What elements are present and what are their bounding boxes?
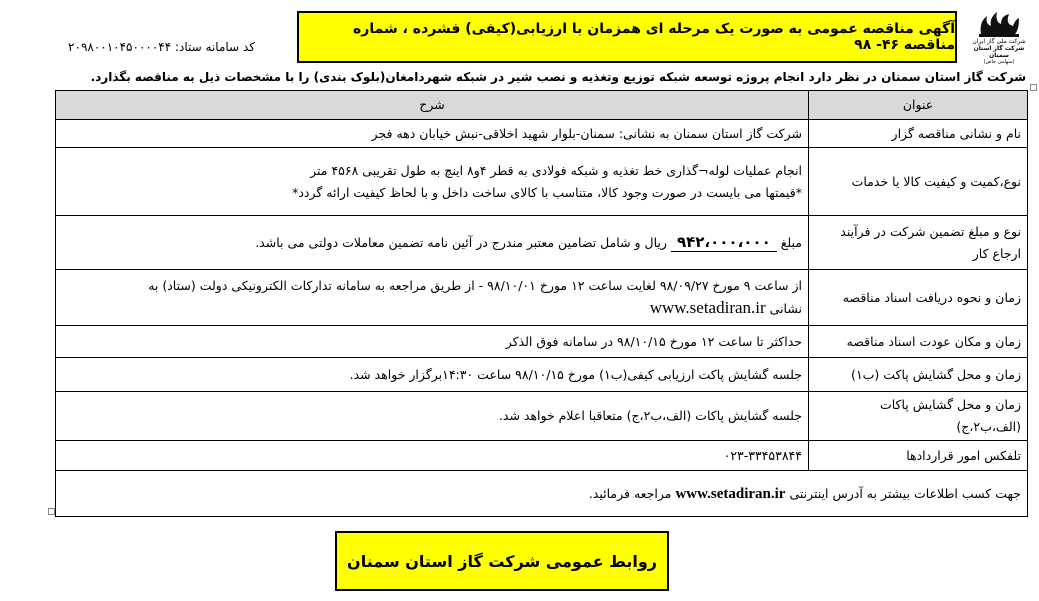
row-title: زمان و محل گشایش پاکات (الف،ب۲،ج) — [809, 392, 1028, 441]
setad-code: ۲۰۹۸۰۰۱۰۴۵۰۰۰۰۴۴ — [68, 40, 172, 54]
table-row — [56, 216, 1028, 270]
row-title: زمان و مکان عودت اسناد مناقصه — [809, 326, 1028, 358]
amount-prefix: مبلغ — [780, 235, 802, 250]
row-desc-line — [62, 297, 802, 320]
row-title: تلفکس امور قراردادها — [809, 441, 1028, 471]
gas-flame-logo-icon — [975, 8, 1023, 38]
guarantee-amount: ۹۴۲،۰۰۰،۰۰۰ — [671, 233, 777, 252]
table-row — [56, 358, 1028, 392]
row-desc: جلسه گشایش پاکات (الف،ب۲،ج) متعاقبا اعلام خواهد شد. — [56, 392, 809, 441]
footer-suffix: مراجعه فرمائید. — [588, 485, 672, 501]
public-relations-label: روابط عمومی شرکت گاز استان سمنان — [347, 551, 657, 571]
row-title: زمان و نحوه دریافت اسناد مناقصه — [809, 270, 1028, 326]
setad-label: کد سامانه ستاد: — [175, 40, 255, 54]
setadiran-link[interactable]: www.setadiran.ir — [649, 298, 766, 317]
table-row — [56, 326, 1028, 358]
row-desc: جلسه گشایش پاکت ارزیابی کیفی(ب۱) مورخ ۹۸/۱۰/۱۵ ساعت ۱۴:۳۰برگزار خواهد شد. — [56, 358, 809, 392]
row-title: نوع و مبلغ تضمین شرکت در فرآیند ارجاع کار — [809, 216, 1028, 270]
row-title: نام و نشانی مناقصه گزار — [809, 120, 1028, 148]
table-footer-row — [56, 471, 1028, 517]
row-desc-line: انجام عملیات لوله¬گذاری خط تغذیه و شبکه فولادی به قطر ۴و۸ اینچ به طول تقریبی ۴۵۶۸ متر — [310, 162, 802, 178]
row-desc: شرکت گاز استان سمنان به نشانی: سمنان-بلوار شهید اخلاقی-نبش خیابان دهه فجر — [56, 120, 809, 148]
row-desc: حداکثر تا ساعت ۱۲ مورخ ۹۸/۱۰/۱۵ در سامانه فوق الذکر — [56, 326, 809, 358]
row-desc — [56, 270, 809, 326]
table-row — [56, 148, 1028, 216]
footer-prefix: جهت کسب اطلاعات بیشتر به آدرس اینترنتی — [789, 485, 1021, 501]
table-row — [56, 392, 1028, 441]
tender-title-box — [297, 11, 957, 63]
amount-suffix: ریال و شامل تضامین معتبر مندرج در آئین نامه تضمین معاملات دولتی می باشد. — [255, 235, 667, 250]
tender-title: آگهی مناقصه عمومی به صورت یک مرحله ای همزمان با ارزیابی(کیفی) فشرده ، شماره مناقصه ۴۶- ۹۸ — [353, 21, 955, 53]
table-move-handle[interactable] — [1030, 84, 1037, 91]
public-relations-box — [335, 531, 669, 591]
setad-code-line — [34, 40, 289, 54]
logo-line-2: شرکت گاز استان سمنان — [973, 45, 1025, 59]
footer-link[interactable]: www.setadiran.ir — [675, 485, 786, 502]
tender-details-table — [55, 90, 1028, 517]
table-row — [56, 441, 1028, 471]
header-description: شرح — [56, 91, 809, 120]
table-resize-handle[interactable] — [48, 508, 55, 515]
table-row — [56, 270, 1028, 326]
row-desc — [56, 216, 809, 270]
logo-line-1: شرکت ملی گاز ایران — [972, 38, 1026, 45]
company-logo — [963, 8, 1035, 66]
footer-note — [56, 471, 1028, 517]
row-desc-line: از ساعت ۹ مورخ ۹۸/۰۹/۲۷ لغایت ساعت ۱۲ مورخ ۹۸/۱۰/۰۱ - از طریق مراجعه به سامانه تدارکات الکترونیکی دولت (ستاد) به — [148, 278, 802, 293]
header-title: عنوان — [809, 91, 1028, 120]
row-title: نوع،کمیت و کیفیت کالا یا خدمات — [809, 148, 1028, 216]
logo-line-3: (سهامی خاص) — [983, 59, 1015, 65]
table-header-row — [56, 91, 1028, 120]
table-row — [56, 120, 1028, 148]
row-desc-line: *قیمتها می بایست در صورت وجود کالا، متناسب با کالای ساخت داخل و با لحاظ کیفیت ارائه گردد* — [292, 184, 802, 200]
address-prefix: نشانی — [769, 301, 802, 316]
row-desc: ۰۲۳-۳۳۴۵۳۸۴۴ — [56, 441, 809, 471]
row-desc — [56, 148, 809, 216]
intro-paragraph: شرکت گاز استان سمنان در نظر دارد انجام پروژه توسعه شبکه توزیع وتغذیه و نصب شیر در شبکه شهردامغان(بلوک بندی) را با مشخصات ذیل به مناقصه بگذارد. — [90, 70, 1026, 84]
row-title: زمان و محل گشایش پاکت (ب۱) — [809, 358, 1028, 392]
